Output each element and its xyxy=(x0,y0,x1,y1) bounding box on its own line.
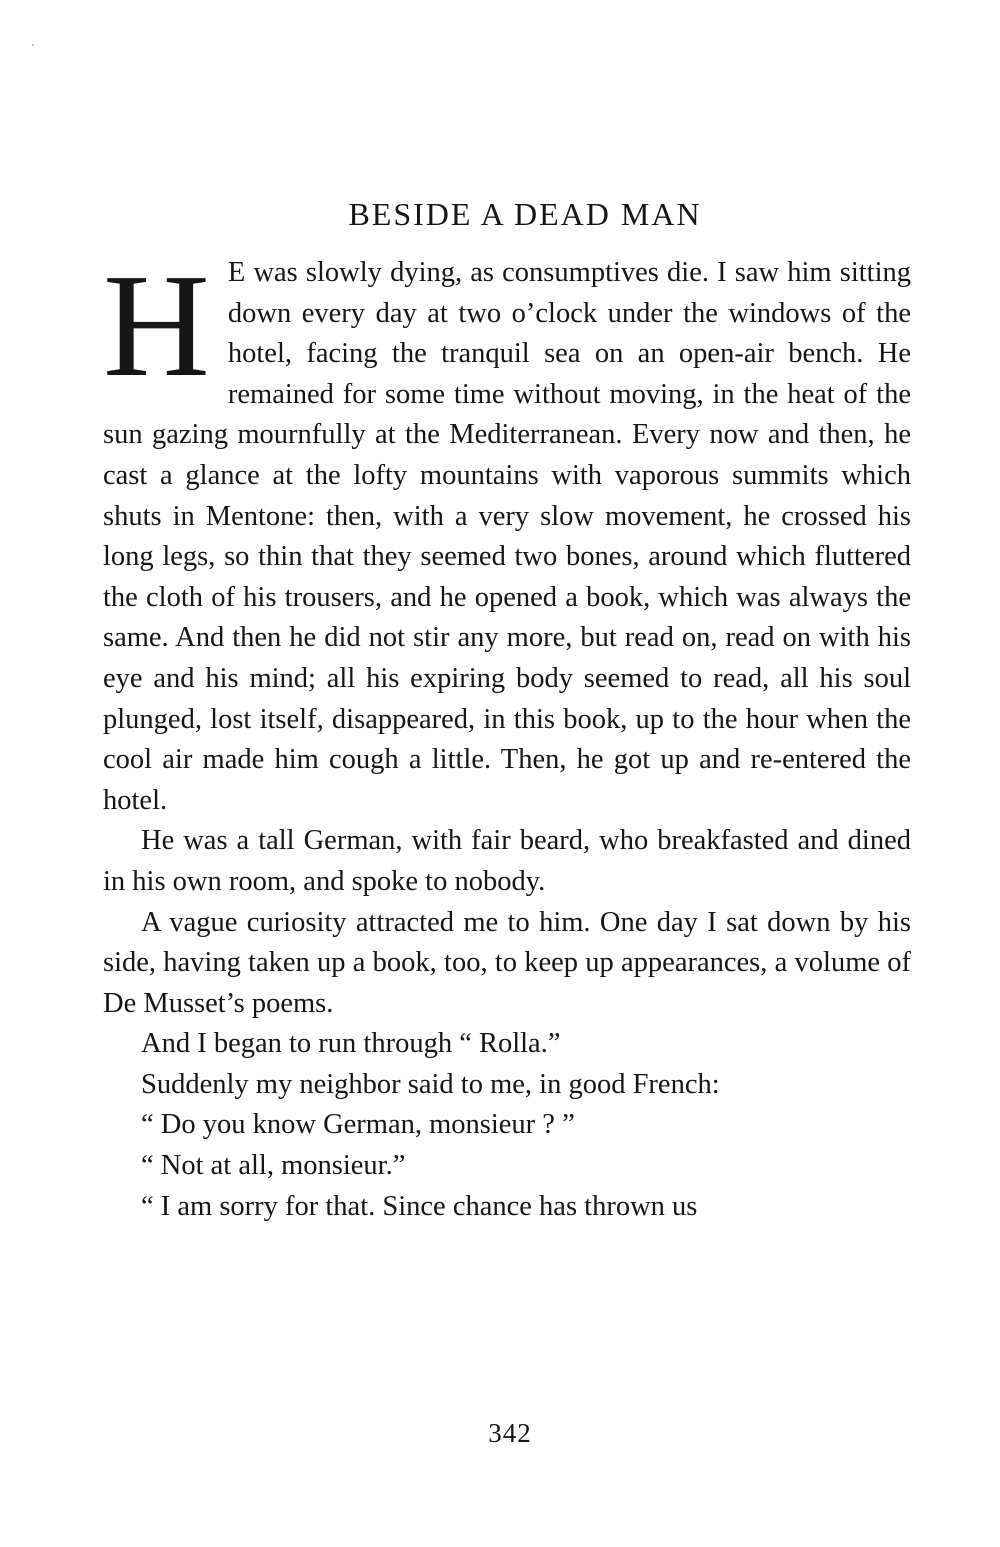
paragraph-3: A vague curiosity attracted me to him. One day I sat down by his side, having taken up a book, too, to keep up appearances, a volume of De Musset’s poems. xyxy=(103,906,911,1019)
paper-speck xyxy=(32,44,34,46)
paragraph-8: “ I am sorry for that. Since chance has thrown us xyxy=(141,1190,698,1222)
paragraph-2: He was a tall German, with fair beard, who breakfasted and dined in his own room, and spoke to nobody. xyxy=(103,825,911,897)
paragraph-5: Suddenly my neighbor said to me, in good French: xyxy=(141,1068,720,1100)
chapter-title: BESIDE A DEAD MAN xyxy=(348,196,702,232)
paragraph-1 xyxy=(103,244,911,821)
paragraph-4: And I began to run through “ Rolla.” xyxy=(141,1028,561,1060)
page-number: 342 xyxy=(488,1418,532,1448)
drop-cap: H xyxy=(103,244,210,408)
paragraph-6: “ Do you know German, monsieur ? ” xyxy=(141,1109,575,1141)
body-text xyxy=(103,244,911,1227)
paragraph-1-text: E was slowly dying, as consumptives die. I saw him sitting down every day at two o’clock under the windows of the hotel, facing the tranquil sea on an open-air bench. He remained for some time without moving, in the heat of the sun gazing mournfully at the Mediterranean. Every now and then, he cast a glance at the lofty mountains with vaporous summits which shuts in Mentone: then, with a very slow movement, he crossed his long legs, so thin that they seemed two bones, around which fluttered the cloth of his trousers, and he opened a book, which was always the same. And then he did not stir any more, but read on, read on with his eye and his mind; all his expiring body seemed to read, all his soul plunged, lost itself, disappeared, in this book, up to the hour when the cool air made him cough a little. Then, he got up and re-entered the hotel. xyxy=(103,257,911,816)
paragraph-7: “ Not at all, monsieur.” xyxy=(141,1150,406,1182)
